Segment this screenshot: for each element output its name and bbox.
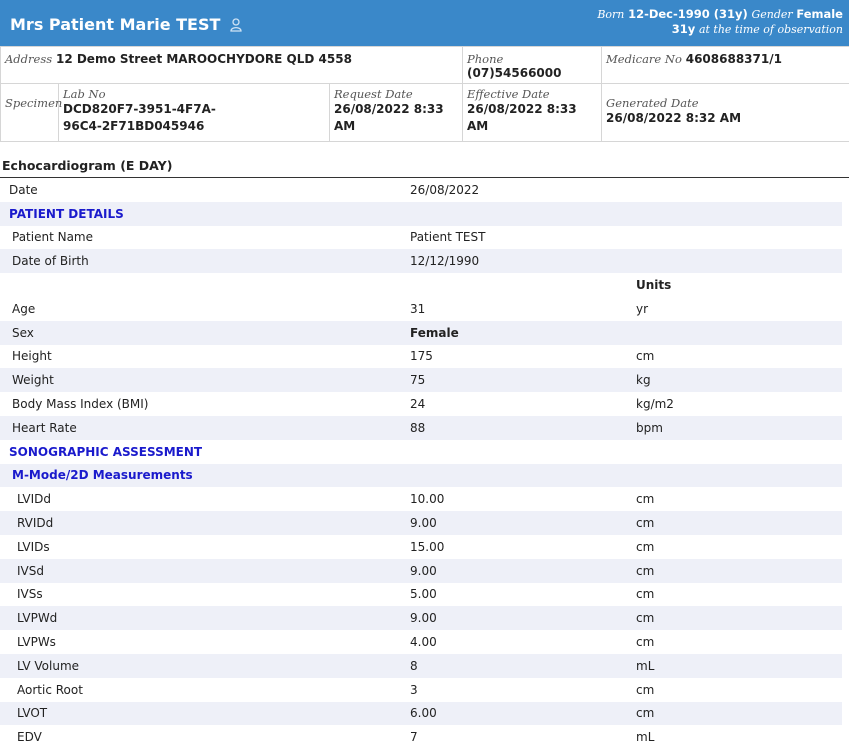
measurement-label: RVIDd [17, 516, 54, 531]
effective-date-value: 26/08/2022 8:33 AM [467, 102, 577, 133]
measurement-value: 15.00 [410, 539, 445, 554]
measurements-list [0, 487, 849, 749]
measurement-label: LVPWd [17, 611, 58, 626]
dob-row: Date of Birth 12/12/1990 [0, 249, 842, 273]
date-row: Date 26/08/2022 [9, 182, 480, 197]
heart-rate-row: Heart Rate 88 bpm [0, 416, 842, 440]
measurement-row [0, 702, 842, 726]
measurement-row [0, 487, 849, 511]
patient-meta-table: Address 12 Demo Street MAROOCHYDORE QLD 4558 Phone (07)54566000 Medicare No 4608688371/1 Specimen Lab No DCD820F7-3951-4F7A-96C4-2F71BD045946 Request Date 26/08/2022 8:33 AM Effective Date 26/08/2022 8:33 AM Generated Date 26/08/2022 8:32 AM [0, 46, 849, 142]
request-date-value: 26/08/2022 8:33 AM [334, 102, 444, 133]
medicare-value: 4608688371/1 [685, 52, 782, 66]
measurement-value: 9.00 [410, 563, 437, 578]
measurement-value: 4.00 [410, 635, 437, 650]
measurement-value: 10.00 [410, 492, 445, 507]
bmi-row: Body Mass Index (BMI) 24 kg/m2 [12, 397, 674, 412]
measurement-unit: cm [636, 563, 655, 578]
measurement-label: Aortic Root [17, 682, 83, 697]
measurement-unit: cm [636, 706, 655, 721]
measurement-label: LVIDd [17, 492, 51, 507]
demographics: Born 12-Dec-1990 (31y) Gender Female 31y at the time of observation [597, 7, 843, 36]
born-value: 12-Dec-1990 (31y) [628, 7, 748, 21]
measurement-unit: cm [636, 539, 655, 554]
units-header-row [0, 273, 849, 297]
labno-value: DCD820F7-3951-4F7A-96C4-2F71BD045946 [63, 102, 216, 133]
measurement-row [0, 535, 849, 559]
generated-date-value: 26/08/2022 8:32 AM [606, 111, 742, 125]
patient-name-row: Patient Name Patient TEST [12, 230, 486, 245]
measurement-value: 5.00 [410, 587, 437, 602]
section-patient-details: PATIENT DETAILS [0, 202, 842, 226]
measurement-value: 6.00 [410, 706, 437, 721]
user-icon[interactable] [230, 17, 242, 36]
measurement-row [0, 559, 842, 583]
measurement-unit: mL [636, 658, 655, 673]
measurement-row [0, 511, 842, 535]
patient-header [0, 0, 849, 46]
measurement-label: LVOT [17, 706, 48, 721]
address-value: 12 Demo Street MAROOCHYDORE QLD 4558 [55, 52, 352, 66]
patient-name: Mrs Patient Marie TEST [10, 15, 242, 36]
measurement-label: LV Volume [17, 658, 80, 673]
section-sonographic-assessment: SONOGRAPHIC ASSESSMENT [9, 444, 203, 459]
height-row: Height 175 cm [12, 349, 655, 364]
measurement-unit: cm [636, 635, 655, 650]
measurement-value: 9.00 [410, 516, 437, 531]
gender-value: Female [796, 7, 843, 21]
measurement-row [0, 725, 849, 749]
measurement-label: LVPWs [17, 635, 56, 650]
measurement-unit: cm [636, 587, 655, 602]
sex-row: Sex Female [0, 321, 842, 345]
units-header: Units [636, 278, 672, 293]
measurement-label: IVSd [17, 563, 44, 578]
measurement-row [0, 630, 849, 654]
measurement-row [0, 583, 849, 607]
measurement-unit: mL [636, 730, 655, 745]
measurement-row [0, 606, 842, 630]
measurement-value: 3 [410, 682, 418, 697]
age-row: Age 31 yr [12, 301, 649, 316]
measurement-unit: cm [636, 682, 655, 697]
measurement-row [0, 654, 842, 678]
weight-row: Weight 75 kg [0, 368, 842, 392]
measurement-unit: cm [636, 611, 655, 626]
measurement-label: IVSs [17, 587, 43, 602]
phone-value: (07)54566000 [467, 66, 562, 80]
measurement-unit: cm [636, 516, 655, 531]
measurement-unit: cm [636, 492, 655, 507]
measurement-value: 7 [410, 730, 418, 745]
measurement-value: 8 [410, 658, 418, 673]
measurement-row [0, 678, 849, 702]
report-body [0, 178, 849, 749]
measurement-label: LVIDs [17, 539, 50, 554]
measurement-label: EDV [17, 730, 42, 745]
section-mmode-measurements: M-Mode/2D Measurements [0, 464, 842, 488]
specimen-label: Specimen [5, 96, 63, 110]
report-title: Echocardiogram (E DAY) [0, 158, 849, 178]
age-at-observation: 31y [671, 22, 696, 36]
measurement-value: 9.00 [410, 611, 437, 626]
